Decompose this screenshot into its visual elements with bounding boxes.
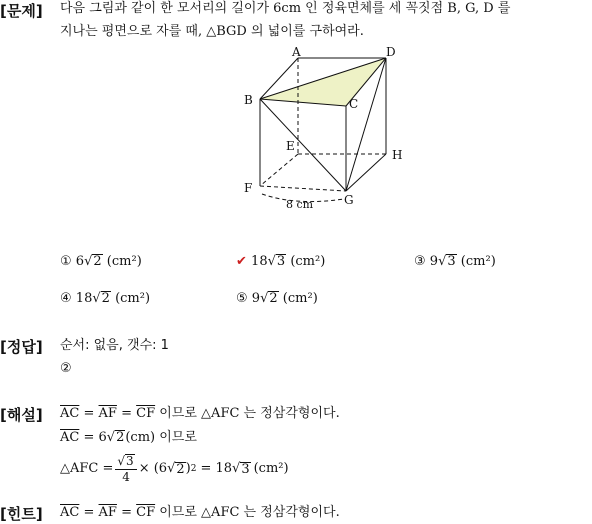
option-5-coef: 9 [251,291,261,306]
equals-sign: = [121,505,132,520]
option-2-coef: 18 [251,254,268,269]
option-3[interactable]: ③ 9√3 (cm²) [414,254,496,269]
vertex-f-label: F [244,181,253,195]
vertex-h-label: H [392,148,403,162]
problem-line-1: 다음 그림과 같이 한 모서리의 길이가 6cm 인 정육면체를 세 꼭짓점 B, G, D 를 [60,1,511,16]
option-1[interactable]: ① 6√2 (cm²) [60,254,142,269]
segment-cf: $\overline{CF}$ [136,406,156,421]
option-3-unit: (cm²) [460,254,496,269]
option-1-marker: ① [60,254,72,269]
option-4[interactable]: ④ 18√2 (cm²) [60,291,151,306]
solution-line-1 [60,405,340,423]
equals-sign: = [83,406,95,421]
vertex-d-label: D [386,46,396,59]
hint-label: [힌트] [0,505,43,523]
solution-line-3-rhs-radicand: 3 [241,462,250,477]
solution-label: [해설] [0,406,43,424]
segment-cf: $\overline{CF}$ [136,505,156,520]
solution-line-1-suffix: 이므로 △AFC 는 정삼각형이다. [159,406,340,421]
solution-line-2-suffix: (cm) 이므로 [125,430,197,445]
option-3-coef: 9 [429,254,439,269]
answer-label: [정답] [0,338,43,356]
hint-line [60,504,340,522]
vertex-a-label: A [292,46,301,59]
section-triangle [260,58,386,106]
vertex-g-label: G [344,193,354,207]
solution-line-3-rhs-coef: = 18 [200,461,233,476]
option-4-unit: (cm²) [115,291,151,306]
option-3-marker: ③ [414,254,426,269]
problem-line-2: 지나는 평면으로 자를 때, △BGD 의 넓이를 구하여라. [60,24,364,39]
solution-line-3-mid-radicand: 2 [176,462,185,477]
option-2-radicand: 3 [276,254,286,269]
problem-label: [문제] [0,2,43,20]
equals-sign: = [83,505,95,520]
solution-line-2-radicand: 2 [116,430,125,445]
solution-line-2: $\overline{AC} = 6√2(cm)$ 이므로 [60,430,197,445]
segment-af: $\overline{AF}$ [98,406,117,421]
check-icon: ✔ [236,254,247,269]
solution-line-3-lhs: △AFC = [60,461,114,476]
answer-order-text: 순서: 없음, 갯수: 1 [60,338,169,353]
vertex-b-label: B [244,93,253,107]
option-2[interactable]: ✔ 18√3 (cm²) [236,254,326,269]
solution-line-3: △AFC = $\frac{√3}{4}$ × (6 √ 2 ) 2 = 18 √ 3 (cm²) [60,453,289,484]
fraction: $\frac{√3}{4}$ [115,454,136,485]
fraction-numerator-radicand: 3 [126,453,134,468]
option-4-radicand: 2 [101,291,110,306]
option-4-marker: ④ [60,291,72,306]
solution-line-3-mid: × (6 [138,461,168,476]
option-3-radicand: 3 [447,254,456,269]
option-1-coef: 6 [75,254,85,269]
edge-length-label: 8 cm [286,198,314,211]
equals-sign: = [121,406,132,421]
fraction-denominator: 4 [122,469,130,484]
solution-line-2-coef: = 6 [83,430,107,445]
hint-suffix: 이므로 △AFC 는 정삼각형이다. [159,505,340,520]
option-5-radicand: 2 [269,291,278,306]
exponent: 2 [190,464,197,474]
option-5[interactable]: ⑤ 9√2 (cm²) [236,291,318,306]
cube-figure [236,46,416,212]
option-4-coef: 18 [75,291,93,306]
vertex-e-label: E [286,139,295,153]
segment-af: $\overline{AF}$ [98,505,117,520]
option-5-marker: ⑤ [236,291,248,306]
vertex-c-label: C [349,97,359,111]
option-2-unit: (cm²) [290,254,326,269]
segment-ac: $\overline{AC}$ [60,505,80,520]
answer-value: ② [60,361,72,376]
segment-ac: $\overline{AC}$ [60,430,80,445]
option-1-radicand: 2 [93,254,102,269]
option-1-unit: (cm²) [106,254,142,269]
option-5-unit: (cm²) [282,291,318,306]
solution-line-3-unit: (cm²) [253,461,289,476]
segment-ac: $\overline{AC}$ [60,406,80,421]
